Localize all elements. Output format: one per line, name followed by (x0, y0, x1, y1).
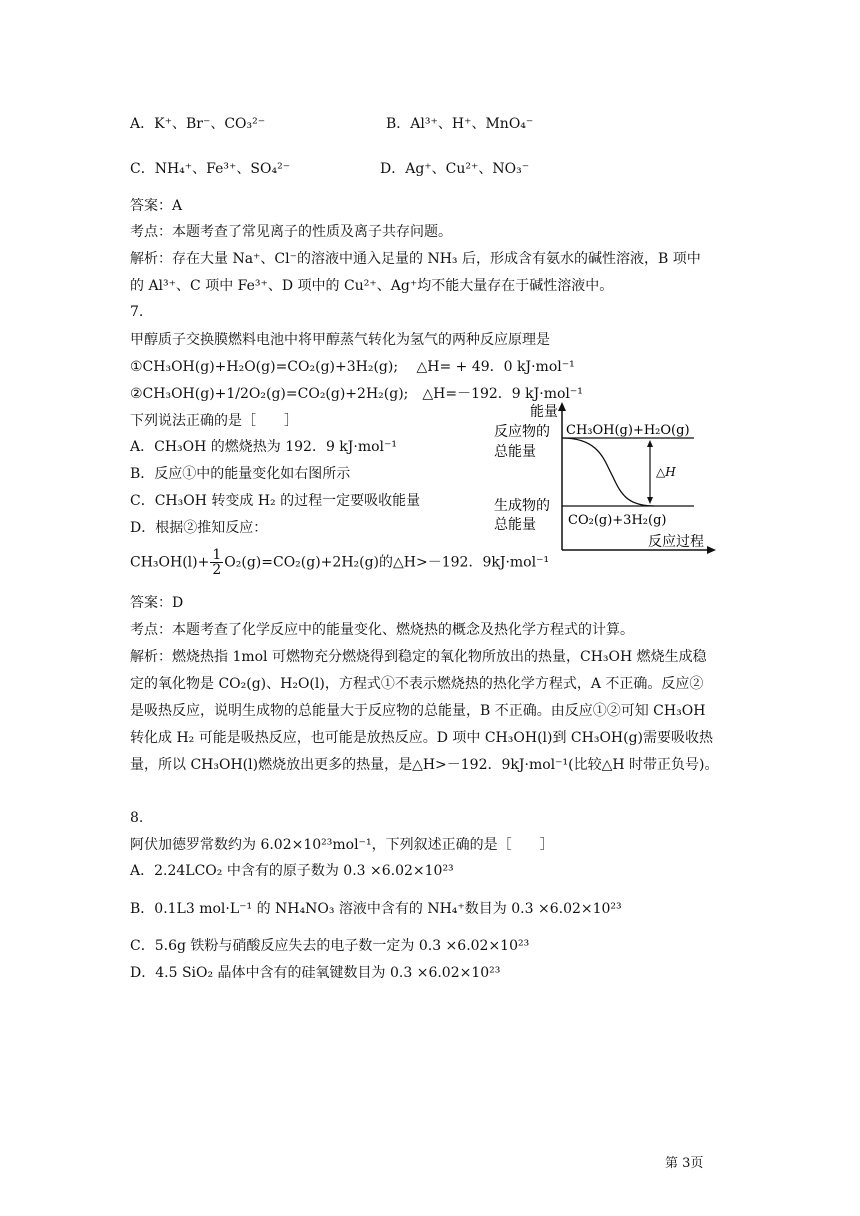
q6-analysis-line-1: 解析：存在大量 Na⁺、Cl⁻的溶液中通入足量的 NH₃ 后，形成含有氨水的碱性溶液，B 项中 (130, 251, 701, 267)
q8-option-b: B．0.1L3 mol·L⁻¹ 的 NH₄NO₃ 溶液中含有的 NH₄⁺数目为 0.3 ×6.02×10²³ (130, 901, 622, 917)
q6-option-b: B．Al³⁺、H⁺、MnO₄⁻ (386, 116, 534, 132)
q8-stem: 阿伏加德罗常数约为 6.02×10²³mol⁻¹，下列叙述正确的是［ ］ (130, 837, 554, 853)
q7-point: 考点：本题考查了化学反应中的能量变化、燃烧热的概念及热化学方程式的计算。 (130, 622, 634, 638)
q6-answer: 答案：A (130, 198, 183, 214)
energy-diagram (494, 400, 720, 556)
q6-point: 考点：本题考查了常见离子的性质及离子共存问题。 (130, 224, 452, 240)
q7-analysis-line-5: 量，所以 CH₃OH(l)燃烧放出更多的热量，是△H>－192．9kJ·mol⁻¹(比较△H 时带正负号)。 (130, 757, 719, 773)
q7-reaction-2: ②CH₃OH(g)+1/2O₂(g)=CO₂(g)+2H₂(g); △H=－192．9 kJ·mol⁻¹ (130, 386, 583, 402)
q7-analysis-line-2: 定的氧化物是 CO₂(g)、H₂O(l)，方程式①不表示燃烧热的热化学方程式，A 不正确。反应② (130, 676, 704, 692)
q7-option-b: B．反应①中的能量变化如右图所示 (130, 466, 351, 482)
x-axis-arrow-icon (707, 546, 716, 554)
product-label-line-1: 生成物的 (494, 498, 550, 514)
reactant-label-line-2: 总能量 (494, 444, 536, 460)
q7-reaction-1: ①CH₃OH(g)+H₂O(g)=CO₂(g)+3H₂(g); △H= + 49．0 kJ·mol⁻¹ (130, 359, 575, 375)
q8-option-d: D．4.5 SiO₂ 晶体中含有的硅氧键数目为 0.3 ×6.02×10²³ (130, 965, 501, 981)
energy-curve (562, 438, 654, 506)
x-axis-label: 反应过程 (648, 534, 704, 550)
q8-option-c: C．5.6g 铁粉与硝酸反应失去的电子数一定为 0.3 ×6.02×10²³ (130, 938, 530, 954)
q7-option-a: A．CH₃OH 的燃烧热为 192．9 kJ·mol⁻¹ (130, 439, 398, 455)
q6-option-d: D．Ag⁺、Cu²⁺、NO₃⁻ (380, 161, 530, 177)
q7-number: 7. (130, 304, 144, 320)
q7-option-d-formula (130, 548, 549, 577)
formula-right: O₂(g)=CO₂(g)+2H₂(g)的△H>－192．9kJ·mol⁻¹ (224, 554, 550, 571)
fraction-numerator: 1 (212, 547, 222, 563)
product-formula: CO₂(g)+3H₂(g) (568, 513, 667, 528)
q7-analysis-line-3: 是吸热反应，说明生成物的总能量大于反应物的总能量，B 不正确。由反应①②可知 CH₃OH (130, 703, 706, 719)
q7-option-d: D．根据②推知反应： (130, 520, 268, 536)
q6-option-a: A．K⁺、Br⁻、CO₃²⁻ (130, 116, 266, 132)
formula-left: CH₃OH(l)+ (130, 554, 210, 571)
q7-answer: 答案：D (130, 595, 184, 611)
y-axis-arrow-icon (558, 402, 566, 411)
q6-option-c: C．NH₄⁺、Fe³⁺、SO₄²⁻ (130, 161, 291, 177)
energy-diagram-svg (494, 400, 720, 556)
delta-h-arrow-down-icon (647, 497, 653, 504)
q8-option-a: A．2.24LCO₂ 中含有的原子数为 0.3 ×6.02×10²³ (130, 863, 454, 879)
product-label-line-2: 总能量 (494, 517, 536, 533)
y-axis-label: 能量 (530, 404, 558, 420)
q8-number: 8. (130, 810, 144, 826)
delta-h-label: △H (656, 465, 676, 479)
q7-option-c: C．CH₃OH 转变成 H₂ 的过程一定要吸收能量 (130, 493, 421, 509)
reactant-label-line-1: 反应物的 (494, 424, 550, 440)
q6-analysis-line-2: 的 Al³⁺、C 项中 Fe³⁺、D 项中的 Cu²⁺、Ag⁺均不能大量存在于碱性溶液中。 (130, 278, 614, 294)
fraction-denominator: 2 (212, 562, 222, 578)
reactant-formula: CH₃OH(g)+H₂O(g) (566, 423, 690, 438)
q7-question: 下列说法正确的是［ ］ (130, 413, 298, 429)
fraction-one-half (210, 548, 223, 577)
q7-analysis-line-1: 解析：燃烧热指 1mol 可燃物充分燃烧得到稳定的氧化物所放出的热量，CH₃OH 燃烧生成稳 (130, 649, 707, 665)
q7-analysis-line-4: 转化成 H₂ 可能是吸热反应，也可能是放热反应。D 项中 CH₃OH(l)到 CH₃OH(g)需要吸收热 (130, 730, 714, 746)
delta-h-arrow-up-icon (647, 440, 653, 447)
q7-stem: 甲醇质子交换膜燃料电池中将甲醇蒸气转化为氢气的两种反应原理是 (130, 332, 550, 348)
page-number: 第 3页 (665, 1156, 704, 1171)
